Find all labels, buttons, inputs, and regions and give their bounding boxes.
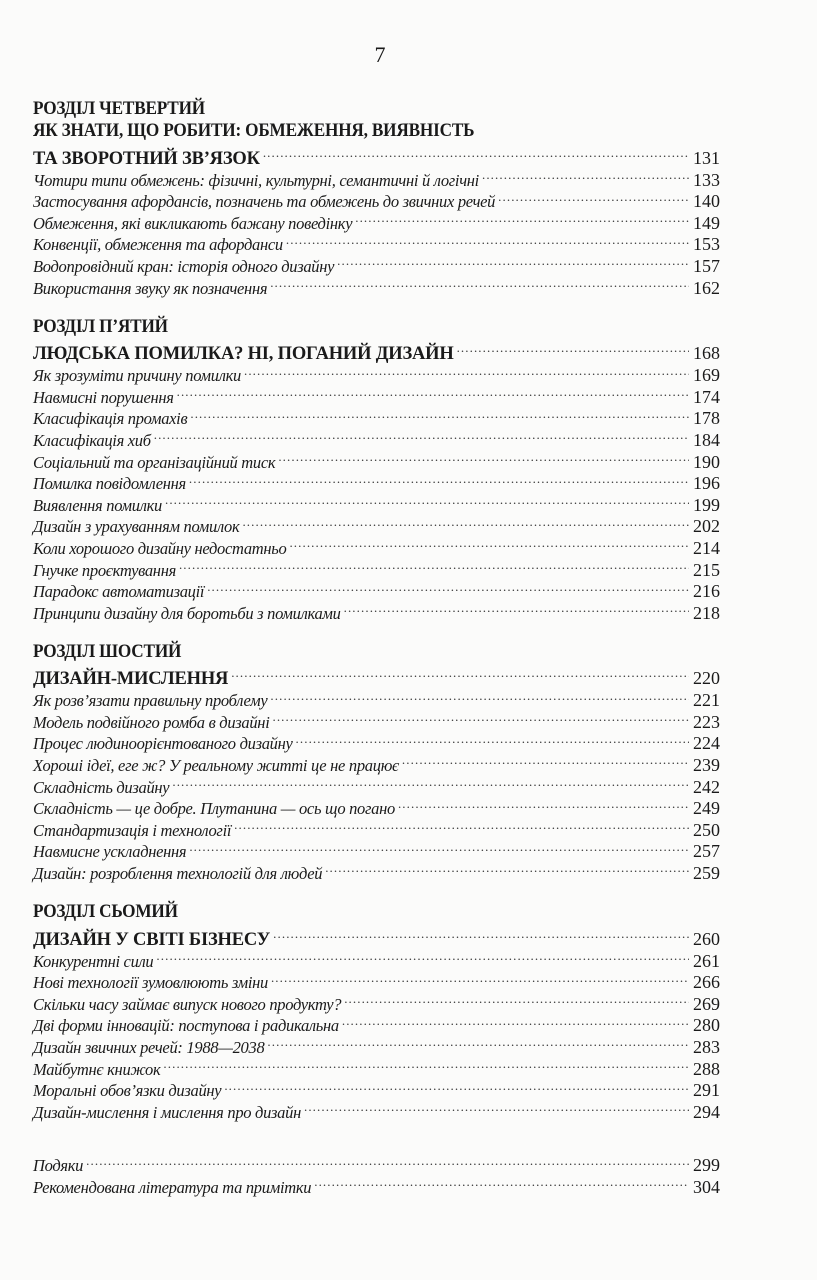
section-page-number: 184 (693, 429, 720, 450)
section-page-number: 239 (693, 755, 720, 776)
section-page-number: 190 (693, 451, 720, 472)
chapter-title: ТА ЗВОРОТНИЙ ЗВ’ЯЗОК (33, 148, 260, 169)
section-title: Як розв’язати правильну проблему (33, 691, 268, 711)
dot-leader (278, 446, 689, 468)
section-page-number: 218 (693, 602, 720, 623)
dot-leader (325, 857, 689, 879)
backmatter (33, 1150, 720, 1197)
section-page-number: 133 (693, 169, 720, 190)
section-page-number: 199 (693, 494, 720, 515)
section-title: Моральні обов’язки дизайну (33, 1081, 222, 1101)
section-page-number: 202 (693, 516, 720, 537)
dot-leader (273, 923, 689, 945)
section-title: Класифікація хиб (33, 430, 151, 450)
section-title: Застосування афордансів, позначень та обмежень до звичних речей (33, 192, 496, 212)
section-page-number: 259 (693, 863, 720, 884)
section-page-number: 223 (693, 711, 720, 732)
chapter-label: РОЗДІЛ П’ЯТИЙ (33, 316, 168, 337)
dot-leader (156, 945, 689, 967)
section-page-number: 249 (693, 798, 720, 819)
dot-leader (482, 164, 689, 186)
toc-entry-further-reading[interactable] (33, 1171, 720, 1197)
section-page-number: 169 (693, 365, 720, 386)
dot-leader (296, 728, 689, 750)
chapter-page-number: 220 (693, 668, 720, 689)
section-title: Використання звуку як позначення (33, 278, 268, 298)
chapter-title-entry[interactable] (33, 923, 720, 950)
toc-entry-acknowledgements[interactable] (33, 1150, 720, 1176)
section-title: Стандартизація і технології (33, 820, 232, 840)
section-title: Складність дизайну (33, 777, 170, 797)
section-title: Дві форми інновацій: поступова і радикальна (33, 1016, 339, 1036)
dot-leader (286, 229, 689, 251)
dot-leader (271, 967, 689, 989)
dot-leader (344, 988, 689, 1010)
chapter-5 (33, 316, 720, 623)
dot-leader (263, 142, 689, 164)
chapter-label: РОЗДІЛ ШОСТИЙ (33, 641, 182, 662)
dot-leader (177, 381, 689, 403)
section-page-number: 214 (693, 537, 720, 558)
chapter-7 (33, 901, 720, 1122)
dot-leader (244, 360, 689, 382)
dot-leader (172, 771, 689, 793)
dot-leader (163, 1053, 689, 1075)
dot-leader (342, 1010, 689, 1032)
dot-leader (314, 1171, 689, 1193)
section-page-number: 250 (693, 819, 720, 840)
section-title: Соціальний та організаційний тиск (33, 452, 276, 472)
section-title: Дизайн звичних речей: 1988—2038 (33, 1038, 265, 1057)
section-page-number: 257 (693, 841, 720, 862)
chapter-title-entry[interactable] (33, 142, 720, 169)
section-page-number: 162 (693, 277, 720, 298)
section-title: Навмисне ускладнення (33, 842, 187, 862)
section-title: Водопровідний кран: історія одного дизайну (33, 256, 335, 276)
dot-leader (86, 1150, 689, 1172)
section-title: Чотири типи обмежень: фізичні, культурні, семантичні й логічні (33, 170, 479, 190)
chapter-page-number: 131 (693, 147, 720, 168)
dot-leader (189, 468, 689, 490)
section-page-number: 140 (693, 191, 720, 212)
dot-leader (270, 685, 689, 707)
section-title: Класифікація промахів (33, 409, 188, 429)
section-title: Помилка повідомлення (33, 474, 186, 494)
dot-leader (270, 272, 689, 294)
section-page-number: 178 (693, 408, 720, 429)
dot-leader (189, 836, 689, 858)
section-title: Принципи дизайну для боротьби з помилками (33, 603, 341, 623)
dot-leader (242, 511, 689, 533)
section-page-number: 294 (693, 1101, 720, 1122)
section-title: Гнучке проєктування (33, 560, 176, 580)
dot-leader (234, 814, 689, 836)
section-page-number: 149 (693, 212, 720, 233)
dot-leader (337, 250, 689, 272)
chapter-title: ЛЮДСЬКА ПОМИЛКА? НІ, ПОГАНИЙ ДИЗАЙН (33, 344, 454, 365)
dot-leader (224, 1075, 689, 1097)
dot-leader (289, 532, 689, 554)
chapter-title-entry[interactable] (33, 663, 720, 690)
dot-leader (355, 207, 689, 229)
dot-leader (231, 663, 689, 685)
dot-leader (498, 186, 689, 208)
section-title: Як зрозуміти причину помилки (33, 366, 241, 386)
section-page-number: 280 (693, 1015, 720, 1036)
section-title: Обмеження, які викликають бажану поведінку (33, 213, 353, 233)
section-title: Дизайн-мислення і мислення про дизайн (33, 1102, 301, 1122)
table-of-contents (33, 98, 720, 1197)
dot-leader (402, 749, 689, 771)
dot-leader (344, 597, 689, 619)
section-title: Майбутнє книжок (33, 1059, 161, 1079)
section-title: Виявлення помилки (33, 495, 162, 515)
section-page-number: 288 (693, 1058, 720, 1079)
dot-leader (267, 1031, 689, 1053)
section-page-number: 157 (693, 255, 720, 276)
chapter-page-number: 168 (693, 343, 720, 364)
chapter-page-number: 260 (693, 928, 720, 949)
section-title: Подяки (33, 1156, 84, 1176)
section-page-number: 283 (693, 1037, 720, 1057)
dot-leader (272, 706, 689, 728)
section-title: Складність — це добре. Плутанина — ось що погано (33, 799, 395, 819)
section-page-number: 153 (693, 234, 720, 255)
section-page-number: 299 (693, 1155, 720, 1176)
section-title: Конкурентні сили (33, 951, 154, 971)
dot-leader (398, 793, 689, 815)
section-page-number: 269 (693, 993, 720, 1014)
page-number: 7 (374, 42, 386, 67)
section-title: Коли хорошого дизайну недостатньо (33, 538, 287, 558)
chapter-title: ДИЗАЙН У СВІТІ БІЗНЕСУ (33, 929, 271, 950)
dot-leader (179, 554, 689, 576)
dot-leader (190, 403, 689, 425)
section-page-number: 266 (693, 972, 720, 993)
section-page-number: 221 (693, 690, 720, 711)
chapter-title: ДИЗАЙН-МИСЛЕННЯ (33, 669, 229, 690)
dot-leader (154, 424, 689, 446)
section-title: Дизайн з урахуванням помилок (33, 517, 240, 537)
section-title: Нові технології зумовлюють зміни (33, 973, 268, 993)
section-title: Модель подвійного ромба в дизайні (33, 712, 270, 732)
dot-leader (207, 576, 689, 598)
section-page-number: 174 (693, 386, 720, 407)
section-page-number: 215 (693, 559, 720, 580)
dot-leader (165, 489, 689, 511)
dot-leader (457, 338, 689, 360)
chapter-title-entry[interactable] (33, 338, 720, 365)
section-title: Процес людиноорієнтованого дизайну (33, 734, 293, 754)
section-page-number: 216 (693, 581, 720, 602)
section-title: Конвенції, обмеження та афорданси (33, 235, 283, 255)
chapter-label: РОЗДІЛ ЧЕТВЕРТИЙ (33, 99, 205, 119)
section-page-number: 242 (693, 776, 720, 797)
section-title: Хороші ідеї, еге ж? У реальному житті це не працює (33, 756, 399, 776)
section-page-number: 261 (693, 950, 720, 971)
section-page-number: 304 (693, 1176, 720, 1197)
section-page-number: 291 (693, 1080, 720, 1101)
section-page-number: 224 (693, 733, 720, 754)
section-page-number: 196 (693, 473, 720, 494)
dot-leader (304, 1096, 689, 1118)
section-title: Рекомендована література та примітки (33, 1177, 312, 1197)
chapter-label: РОЗДІЛ СЬОМИЙ (33, 902, 178, 923)
section-title: Парадокс автоматизації (33, 582, 205, 602)
chapter-title-line: ЯК ЗНАТИ, ЩО РОБИТИ: ОБМЕЖЕННЯ, ВИЯВНІСТЬ (33, 121, 475, 141)
section-title: Навмисні порушення (33, 387, 174, 407)
section-title: Дизайн: розроблення технологій для людей (33, 864, 323, 884)
section-title: Скільки часу займає випуск нового продукту? (33, 994, 342, 1014)
chapter-6 (33, 641, 720, 884)
chapter-4 (33, 98, 720, 298)
